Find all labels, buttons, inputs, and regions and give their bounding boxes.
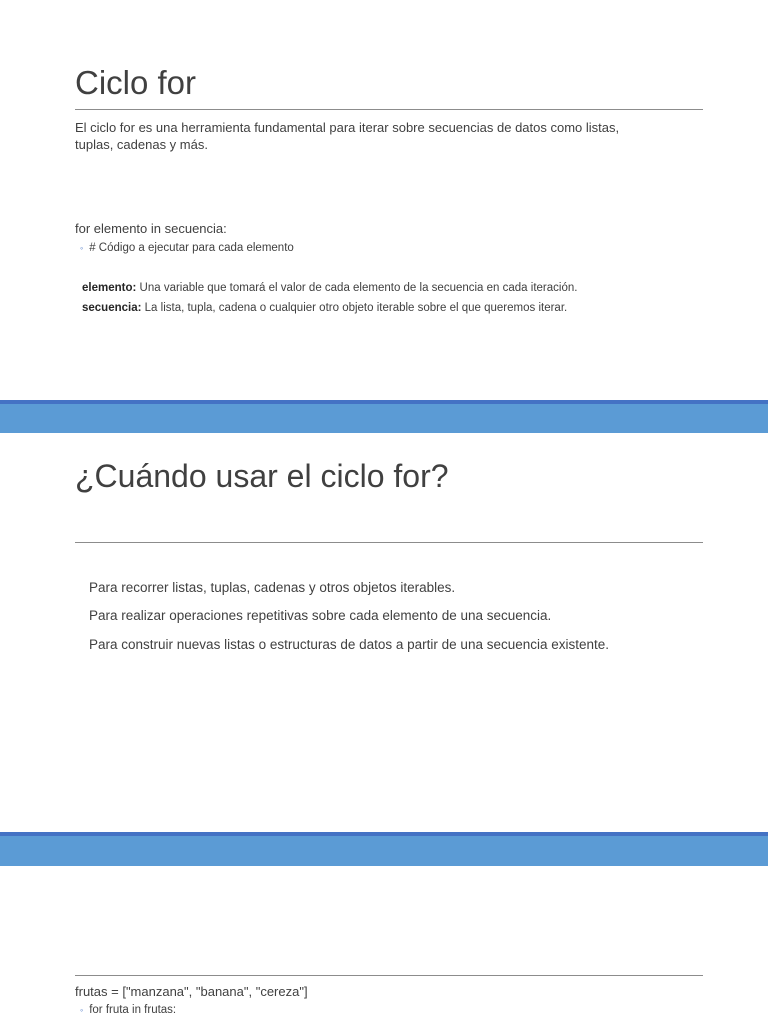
definition-term: secuencia: (82, 302, 142, 314)
slide-separator-band (0, 832, 768, 866)
code-line: frutas = ["manzana", "banana", "cereza"] (75, 984, 308, 999)
syntax-bullet-text: # Código a ejecutar para cada elemento (89, 242, 294, 254)
title-divider (75, 109, 703, 110)
slide-1 (0, 0, 768, 400)
code-bullet-text: for fruta in frutas: (89, 1004, 177, 1016)
point-item: Para recorrer listas, tuplas, cadenas y otros objetos iterables. (89, 580, 456, 595)
definition-term: elemento: (82, 282, 137, 294)
slide-2 (0, 433, 768, 832)
definition-elemento (82, 282, 577, 294)
point-item: Para construir nuevas listas o estructuras de datos a partir de una secuencia existente. (89, 637, 610, 652)
definition-text: Una variable que tomará el valor de cada elemento de la secuencia en cada iteración. (136, 282, 578, 294)
definition-text: La lista, tupla, cadena o cualquier otro objeto iterable sobre el que queremos iterar. (141, 302, 568, 314)
bullet-circle-icon: ◦ (80, 243, 84, 253)
intro-line-2: tuplas, cadenas y más. (75, 137, 208, 152)
syntax-bullet (80, 242, 294, 254)
point-item: Para realizar operaciones repetitivas sobre cada elemento de una secuencia. (89, 608, 552, 623)
title-divider (75, 975, 703, 976)
code-bullet (80, 1004, 176, 1016)
syntax-line: for elemento in secuencia: (75, 221, 227, 236)
slide-title: ¿Cuándo usar el ciclo for? (75, 458, 449, 494)
title-divider (75, 542, 703, 543)
slide-3 (0, 866, 768, 1024)
intro-line-1: El ciclo for es una herramienta fundamental para iterar sobre secuencias de datos como listas, (75, 120, 620, 135)
slide-separator-band (0, 400, 768, 433)
bullet-circle-icon: ◦ (80, 1005, 84, 1015)
definition-secuencia (82, 302, 567, 314)
slide-title: Ciclo for (75, 64, 197, 101)
